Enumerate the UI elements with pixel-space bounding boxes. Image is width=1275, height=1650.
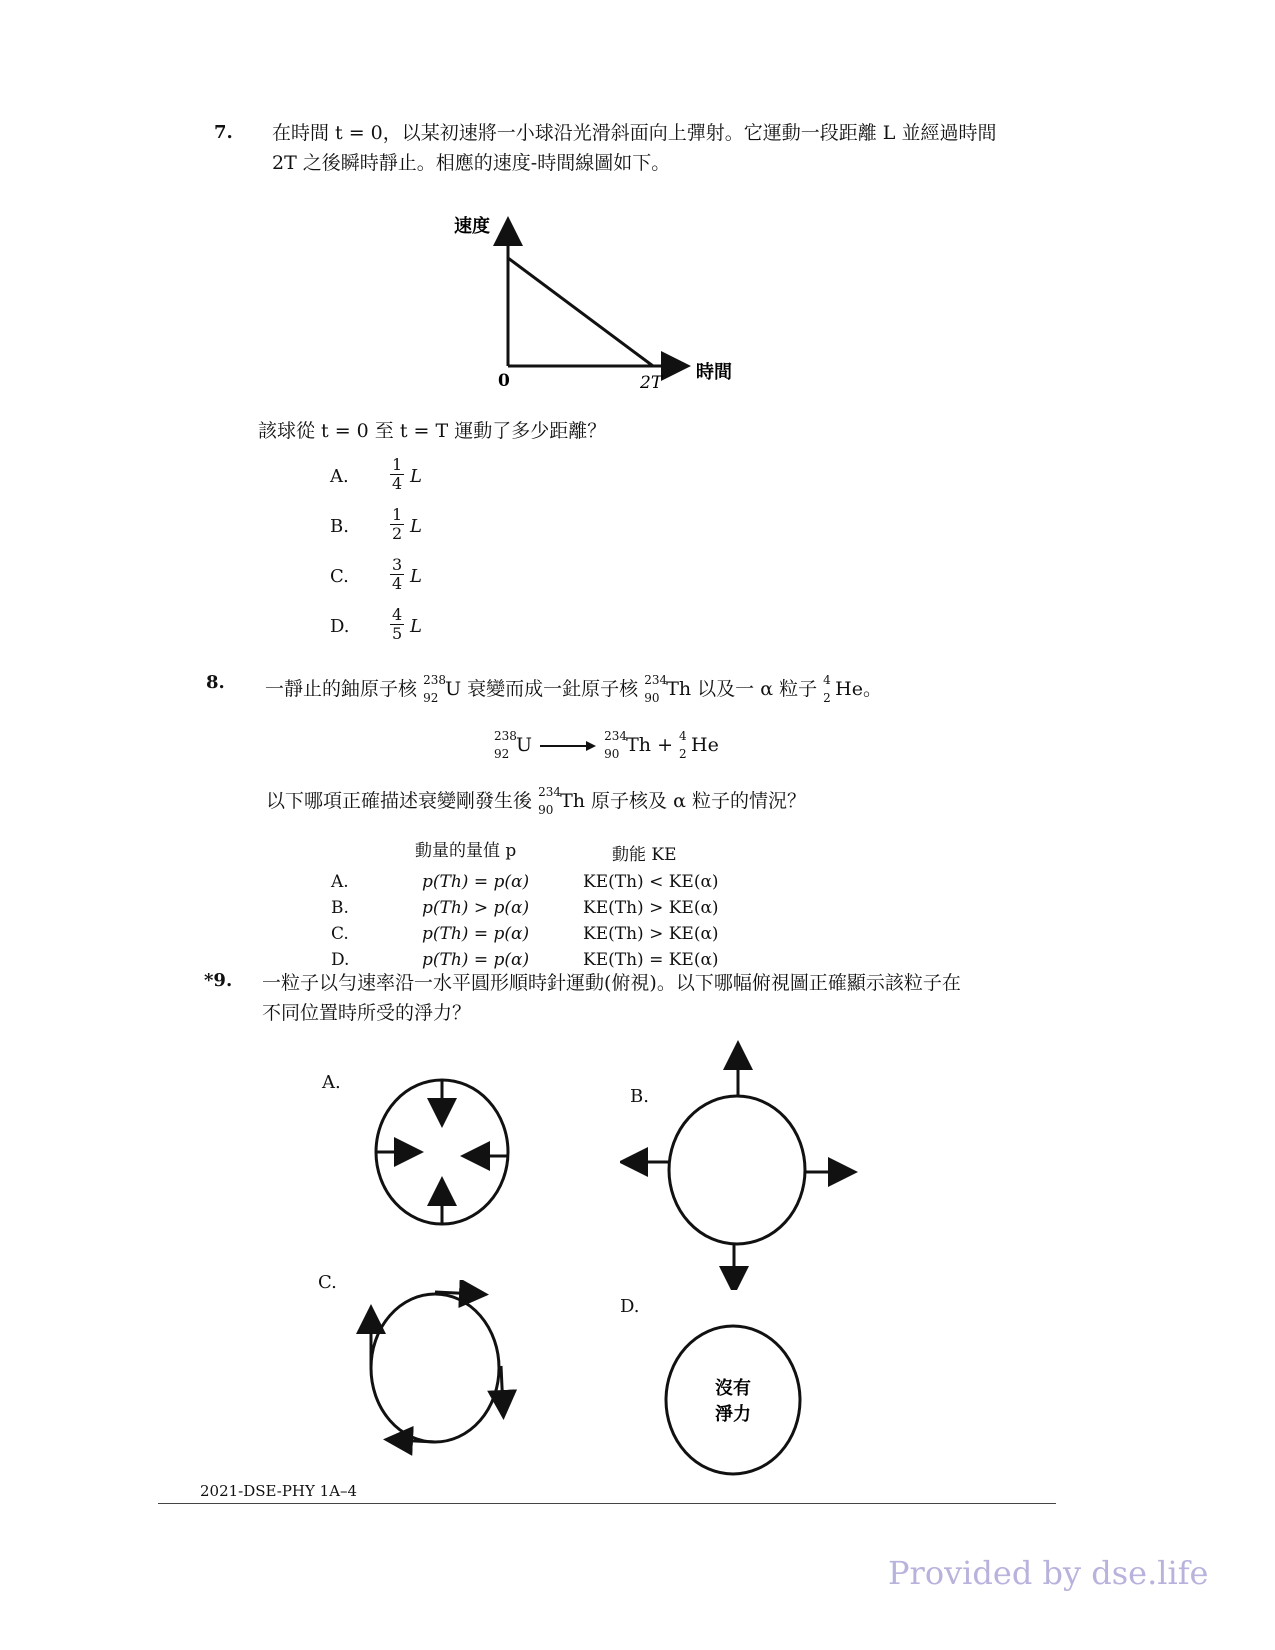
origin-label: 0 <box>498 371 510 391</box>
q9-diagram-c <box>355 1280 525 1460</box>
eq-plus: + <box>657 734 673 756</box>
symbol: U <box>445 678 462 700</box>
q7-option-a-fraction <box>390 456 404 493</box>
frac-den: 5 <box>392 624 403 643</box>
q7-option-b-unit: L <box>410 516 422 537</box>
q8-intro-end: 。 <box>862 678 882 700</box>
col-header-momentum: 動量的量值 p <box>415 840 517 861</box>
row-letter: D. <box>331 950 350 970</box>
frac-den: 2 <box>392 524 403 543</box>
q8-options-table <box>330 832 720 973</box>
q7-option-b-letter: B. <box>330 516 349 537</box>
eq-uranium <box>494 730 532 760</box>
q7-text-line1: 在時間 t = 0，以某初速將一小球沿光滑斜面向上彈射。它運動一段距離 L 並經過時間 <box>272 122 997 144</box>
q7-option-c-fraction <box>390 556 404 593</box>
q9-text-line2: 不同位置時所受的淨力？ <box>262 1002 472 1024</box>
mass-number: 234 <box>644 673 668 687</box>
q9-label-a: A. <box>322 1072 341 1093</box>
no-net-force-line2: 淨力 <box>715 1404 751 1425</box>
end-tick-label: 2T <box>640 373 663 393</box>
q8-intro <box>265 674 882 704</box>
frac-den: 4 <box>392 474 403 493</box>
q8-intro-a: 一靜止的鈾原子核 <box>265 678 418 700</box>
q7-option-d-letter: D. <box>330 616 350 637</box>
symbol: He <box>835 678 863 700</box>
row-momentum: p(Th) = p(α) <box>422 950 530 970</box>
row-momentum: p(Th) > p(α) <box>422 898 530 918</box>
q7-option-d-fraction <box>390 606 404 643</box>
reaction-arrow-icon <box>538 739 598 753</box>
mass-number: 238 <box>494 729 517 743</box>
table-row <box>330 869 720 895</box>
frac-num: 4 <box>392 605 403 624</box>
q9-diagram-b <box>620 1040 860 1290</box>
q9-label-d: D. <box>620 1296 640 1317</box>
q9-diagram-a <box>360 1060 530 1240</box>
q9-diagram-d <box>655 1318 815 1488</box>
q7-velocity-time-graph <box>440 200 760 400</box>
q8-intro-b: 衰變而成一釷原子核 <box>467 678 639 700</box>
atomic-number: 90 <box>644 691 660 705</box>
footer-code: 2021-DSE-PHY 1A–4 <box>200 1482 358 1500</box>
circle-path <box>371 1294 499 1442</box>
q7-number: 7. <box>214 122 233 143</box>
q7-text-line2: 2T 之後瞬時靜止。相應的速度-時間線圖如下。 <box>272 152 671 174</box>
atomic-number: 2 <box>679 747 687 761</box>
q8-number: 8. <box>206 672 225 693</box>
atomic-number: 2 <box>823 691 831 705</box>
atomic-number: 90 <box>604 747 620 761</box>
q7-text <box>272 118 1012 178</box>
row-letter: B. <box>331 898 349 918</box>
uranium-nucleus <box>423 674 461 704</box>
q7-option-c-letter: C. <box>330 566 349 587</box>
q8-question-b: 原子核及 α 粒子的情況？ <box>591 790 806 812</box>
frac-num: 1 <box>392 505 403 524</box>
q9-number: *9. <box>204 970 233 991</box>
row-letter: A. <box>331 872 349 892</box>
q7-question: 該球從 t = 0 至 t = T 運動了多少距離？ <box>258 420 607 442</box>
symbol: U <box>516 734 533 756</box>
q9-text-line1: 一粒子以勻速率沿一水平圓形順時針運動(俯視)。以下哪幅俯視圖正確顯示該粒子在 <box>262 972 961 994</box>
atomic-number: 92 <box>423 691 439 705</box>
q7-option-a-unit: L <box>410 466 422 487</box>
symbol: Th <box>666 678 692 700</box>
eq-thorium <box>604 730 651 760</box>
q8-question-a: 以下哪項正確描述衰變剛發生後 <box>266 790 533 812</box>
footer-divider <box>158 1503 1056 1504</box>
frac-den: 4 <box>392 574 403 593</box>
table-row <box>330 921 720 947</box>
q7-option-c-unit: L <box>410 566 422 587</box>
watermark: Provided by dse.life <box>888 1554 1209 1592</box>
symbol: Th <box>560 790 585 812</box>
y-axis-label: 速度 <box>454 216 490 237</box>
row-momentum: p(Th) = p(α) <box>422 872 530 892</box>
force-arrow-right <box>501 1366 503 1408</box>
mass-number: 234 <box>604 729 628 743</box>
no-net-force-line1: 沒有 <box>715 1378 751 1399</box>
row-momentum: p(Th) = p(α) <box>422 924 530 944</box>
symbol: He <box>691 734 719 756</box>
thorium-nucleus <box>644 674 691 704</box>
frac-num: 3 <box>392 555 403 574</box>
mass-number: 238 <box>423 673 446 687</box>
frac-num: 1 <box>392 455 403 474</box>
row-ke: KE(Th) < KE(α) <box>583 872 719 892</box>
mass-number: 4 <box>679 729 687 743</box>
q7-option-a-letter: A. <box>330 466 349 487</box>
eq-helium <box>679 730 719 760</box>
circle-path <box>669 1096 805 1244</box>
col-header-ke: 動能 KE <box>612 845 677 865</box>
q9-label-b: B. <box>630 1086 649 1107</box>
q9-text <box>262 968 1002 1028</box>
mass-number: 4 <box>823 673 831 687</box>
x-axis-label: 時間 <box>696 362 732 383</box>
symbol: Th <box>626 734 652 756</box>
q7-option-d-unit: L <box>410 616 422 637</box>
atomic-number: 90 <box>538 803 554 817</box>
circle-path <box>666 1326 800 1474</box>
row-ke: KE(Th) > KE(α) <box>583 898 719 918</box>
velocity-line <box>508 258 653 366</box>
table-row <box>330 895 720 921</box>
q8-intro-c: 以及一 α 粒子 <box>697 678 818 700</box>
q8-thorium <box>538 786 585 816</box>
q9-label-c: C. <box>318 1272 337 1293</box>
q8-question <box>266 786 806 816</box>
row-ke: KE(Th) = KE(α) <box>583 950 719 970</box>
q7-option-b-fraction <box>390 506 404 543</box>
atomic-number: 92 <box>494 747 510 761</box>
row-letter: C. <box>331 924 349 944</box>
force-arrow-bottom <box>395 1440 435 1442</box>
mass-number: 234 <box>538 785 561 799</box>
row-ke: KE(Th) > KE(α) <box>583 924 719 944</box>
helium-nucleus <box>823 674 863 704</box>
force-arrow-top <box>435 1292 477 1294</box>
decay-equation <box>494 730 719 760</box>
